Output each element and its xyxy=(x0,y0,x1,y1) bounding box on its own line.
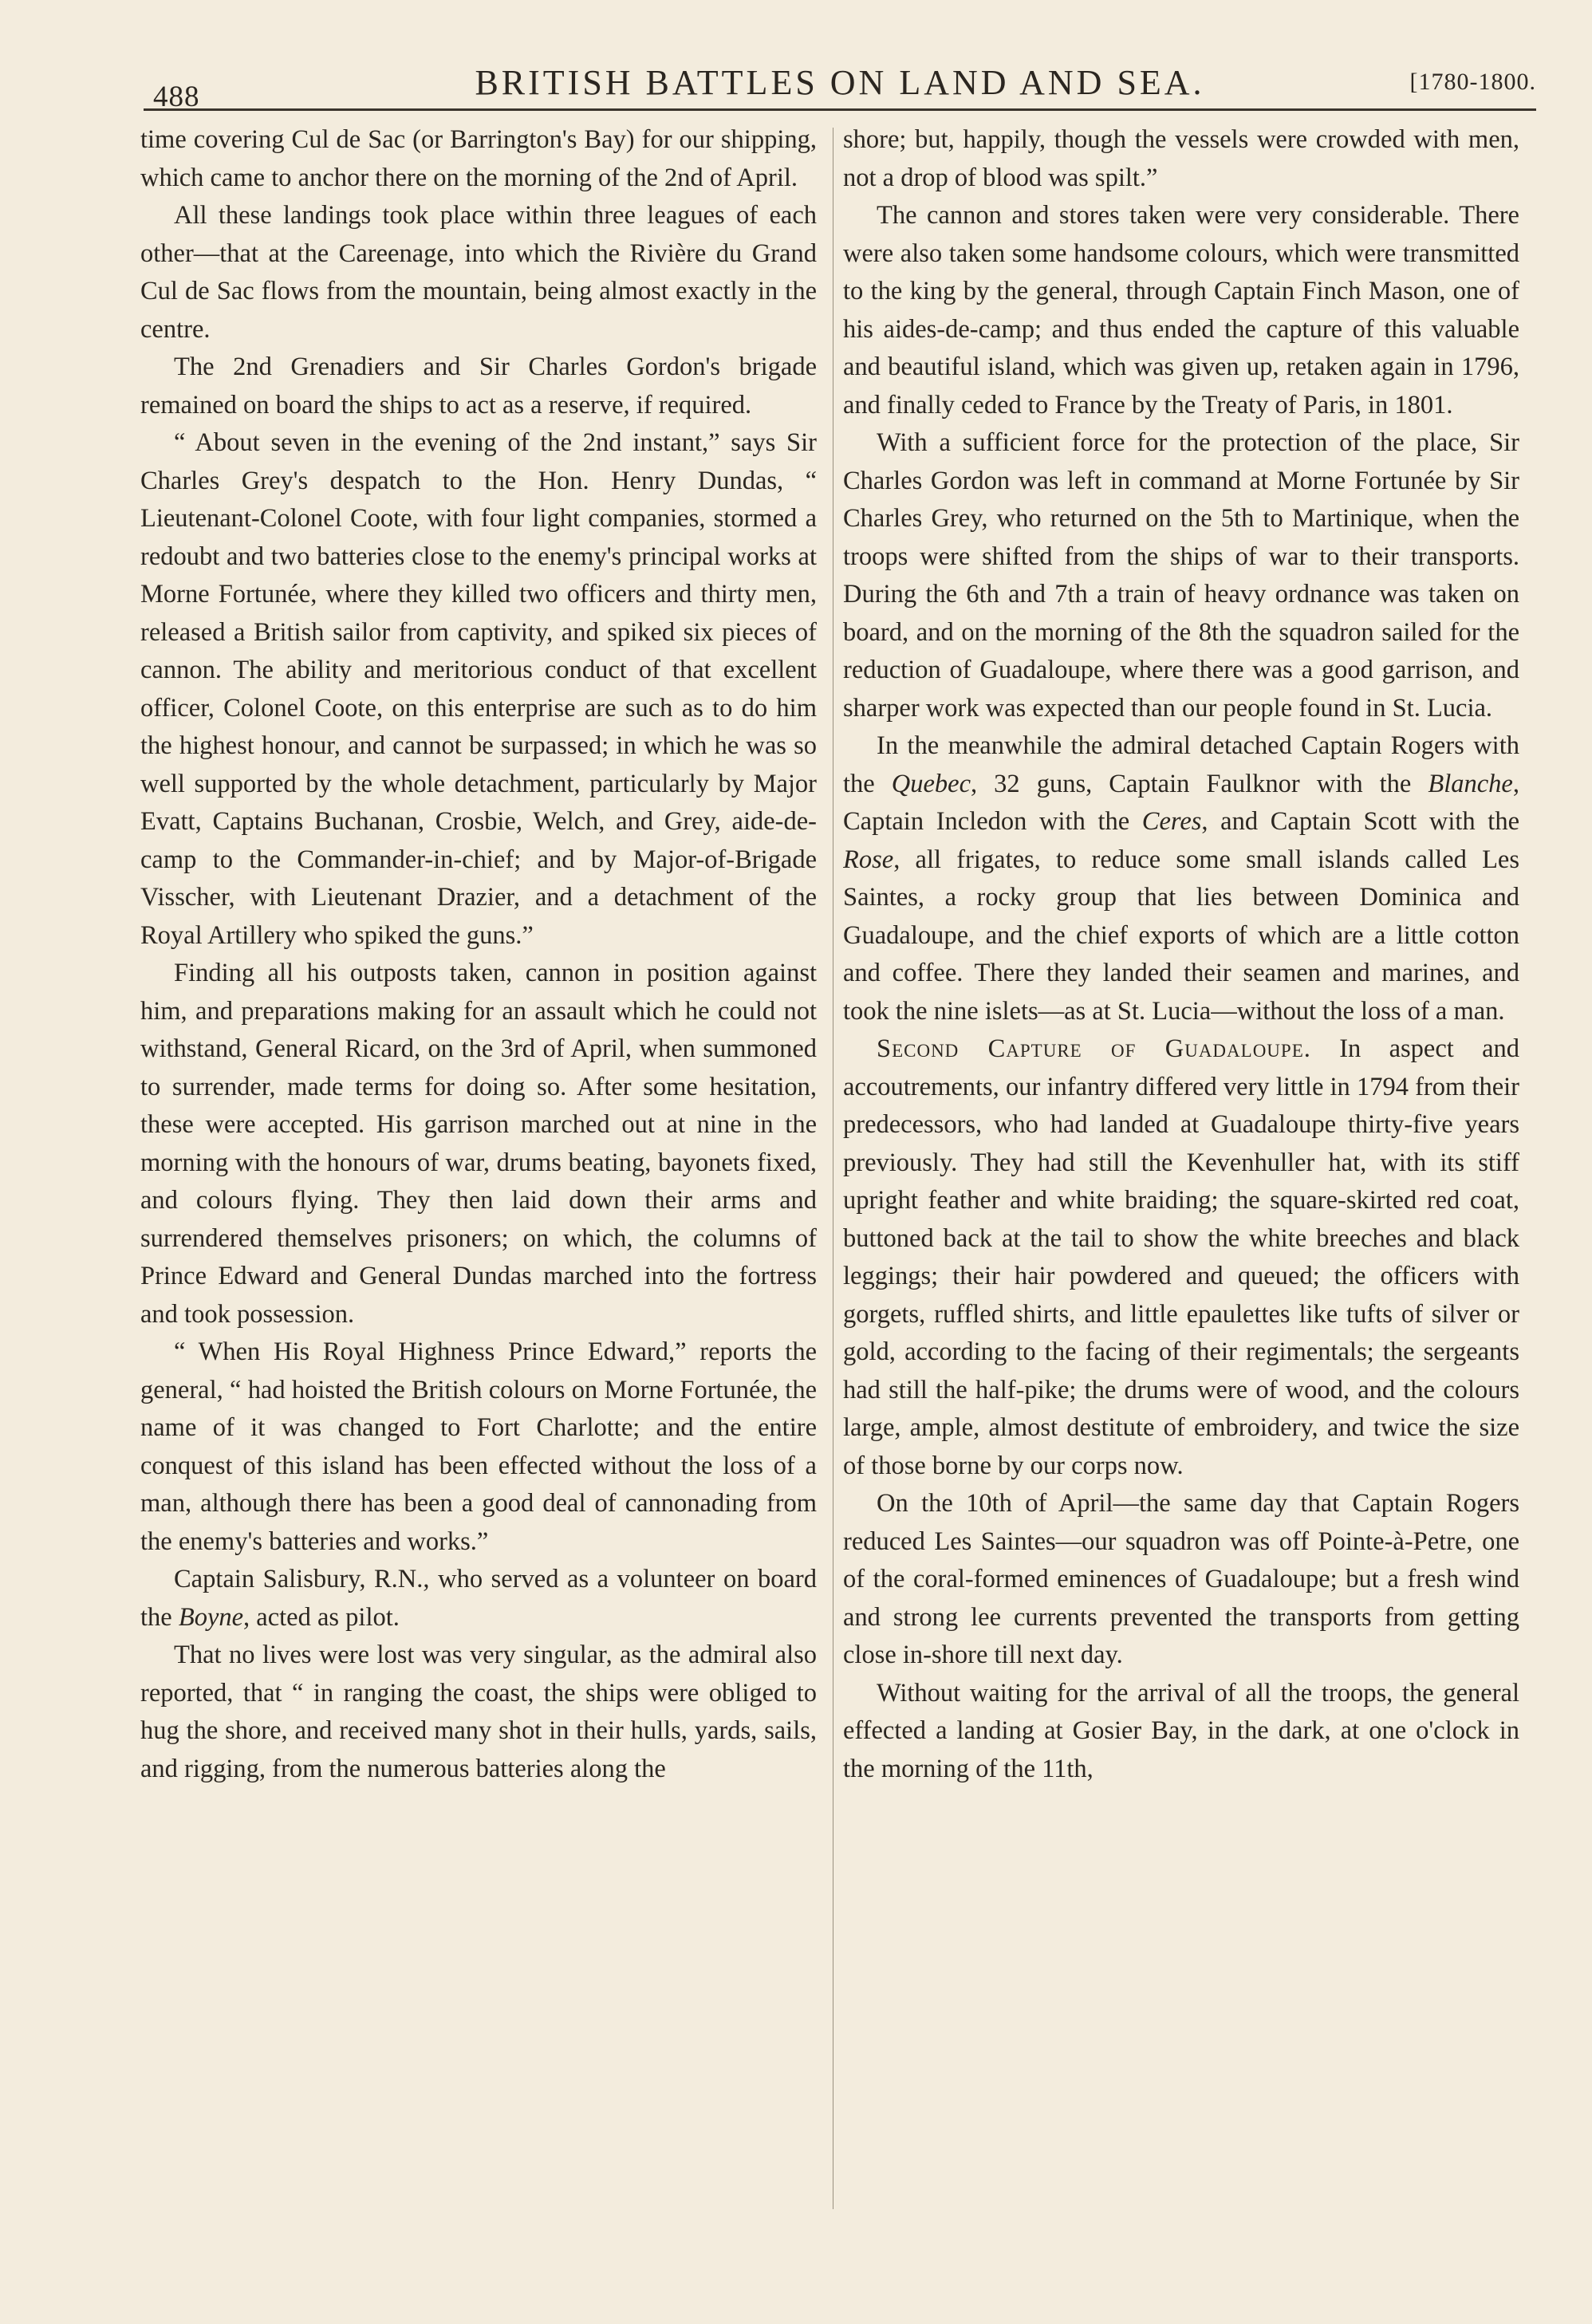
paragraph xyxy=(843,1030,1519,1485)
ship-name: Quebec xyxy=(891,769,971,798)
page-number: 488 xyxy=(153,81,200,113)
paragraph: On the 10th of April—the same day that Captain Rogers reduced Les Saintes—our squadron was off Pointe-à-Petre, one of the coral-formed eminences of Guadaloupe; but a fresh wind and strong lee currents prevented the transports from getting close in-shore till next day. xyxy=(843,1489,1519,1669)
section-heading: Second Capture of Guadaloupe. xyxy=(877,1034,1311,1063)
ship-name: Rose xyxy=(843,845,894,874)
paragraph: shore; but, happily, though the vessels were crowded with men, not a drop of blood was spilt.” xyxy=(843,125,1519,192)
text-run: , acted as pilot. xyxy=(243,1602,400,1632)
paragraph: That no lives were lost was very singular, as the admiral also reported, that “ in ranging the coast, the ships were obliged to hug the shore, and received many shot in their hulls, yards, sails, and rigging, from the numerous batteries along the xyxy=(140,1641,817,1783)
paragraph: The 2nd Grenadiers and Sir Charles Gordon's brigade remained on board the ships to act as a reserve, if required. xyxy=(140,353,817,420)
ship-name: Ceres xyxy=(1141,807,1202,836)
text-run: In aspect and accoutrements, our infantry differed very little in 1794 from their predecessors, who had landed at Guadaloupe thirty-five years previously. They had still the Kevenhuller hat, with its stiff upright feather and white braiding; the square-skirted red coat, buttoned back at the tail to show the white breeches and black leggings; their hair powdered and queued; the officers with gorgets, ruffled shirts, and little epaulettes like tufts of silver or gold, according to the facing of their regimentals; the sergeants had still the half-pike; the drums were of wood, and the colours large, ample, almost destitute of embroidery, and twice the size of those borne by our corps now. xyxy=(843,1034,1519,1480)
paragraph xyxy=(843,727,1519,1030)
paragraph: “ About seven in the evening of the 2nd instant,” says Sir Charles Grey's despatch to the Hon. Henry Dundas, “ Lieutenant-Colonel Coote, with four light companies, stormed a redoubt and two batteries close to the enemy's principal works at Morne Fortunée, where they killed two officers and thirty men, released a British sailor from captivity, and spiked six pieces of cannon. The ability and meritorious conduct of that excellent officer, Colonel Coote, on this enterprise are such as to do him the highest honour, and cannot be surpassed; in which he was so well supported by the whole detachment, particularly by Major Evatt, Captains Buchanan, Crosbie, Welch, and Grey, aide-de-camp to the Commander-in-chief; and by Major-of-Brigade Visscher, with Lieutenant Drazier, and a detachment of the Royal Artillery who spiked the guns.” xyxy=(140,428,817,950)
paragraph: Finding all his outposts taken, cannon in position against him, and preparations making for an assault which he could not withstand, General Ricard, on the 3rd of April, when summoned to surrender, made terms for doing so. After some hesitation, these were accepted. His garrison marched out at nine in the morning with the honours of war, drums beating, bayonets fixed, and colours flying. They then laid down their arms and surrendered themselves prisoners; on which, the columns of Prince Edward and General Dundas marched into the fortress and took possession. xyxy=(140,959,817,1329)
date-range: [1780-1800. xyxy=(1409,69,1536,95)
text-run: In the meanwhile the admiral detached Captain Rogers with the xyxy=(843,731,1519,798)
ship-name: Blanche xyxy=(1428,769,1513,798)
text-run: , and Captain Scott with the xyxy=(1201,807,1519,836)
paragraph: The cannon and stores taken were very considerable. There were also taken some handsome colours, which were transmitted to the king by the general, through Captain Finch Mason, one of his aides-de-camp; and thus ended the capture of this valuable and beautiful island, which was given up, retaken again in 1796, and finally ceded to France by the Treaty of Paris, in 1801. xyxy=(843,201,1519,420)
paragraph: All these landings took place within three leagues of each other—that at the Careenage, into which the Rivière du Grand Cul de Sac flows from the mountain, being almost exactly in the centre. xyxy=(140,201,817,344)
left-column xyxy=(140,121,817,2211)
running-title: BRITISH BATTLES ON LAND AND SEA. xyxy=(475,63,1205,102)
text-run: , Captain Incledon with the xyxy=(843,769,1519,836)
text-run: Captain Salisbury, R.N., who served as a volunteer on board the xyxy=(140,1565,817,1632)
page-header xyxy=(144,62,1536,113)
paragraph: “ When His Royal Highness Prince Edward,” reports the general, “ had hoisted the British colours on Morne Fortunée, the name of it was changed to Fort Charlotte; and the entire conquest of this island has been effected without the loss of a man, although there has been a good deal of cannonading from the enemy's batteries and works.” xyxy=(140,1337,817,1556)
paragraph: time covering Cul de Sac (or Barrington's Bay) for our shipping, which came to anchor there on the morning of the 2nd of April. xyxy=(140,125,817,192)
ship-name: Boyne xyxy=(178,1602,244,1632)
paragraph: Without waiting for the arrival of all the troops, the general effected a landing at Gosier Bay, in the dark, at one o'clock in the morning of the 11th, xyxy=(843,1678,1519,1783)
text-run: , all frigates, to reduce some small islands called Les Saintes, a rocky group that lies between Dominica and Guadaloupe, and the chief exports of which are a little cotton and coffee. There they landed their seamen and marines, and took the nine islets—as at St. Lucia—without the loss of a man. xyxy=(843,845,1519,1026)
header-rule xyxy=(144,108,1536,111)
paragraph: With a sufficient force for the protection of the place, Sir Charles Gordon was left in command at Morne Fortunée by Sir Charles Grey, who returned on the 5th to Martinique, when the troops were shifted from the ships of war to their transports. During the 6th and 7th a train of heavy ordnance was taken on board, and on the morning of the 8th the squadron sailed for the reduction of Guadaloupe, where there was a good garrison, and sharper work was expected than our people found in St. Lucia. xyxy=(843,428,1519,723)
text-run: , 32 guns, Captain Faulknor with the xyxy=(971,769,1428,798)
paragraph xyxy=(140,1561,817,1637)
right-column xyxy=(843,121,1519,2211)
